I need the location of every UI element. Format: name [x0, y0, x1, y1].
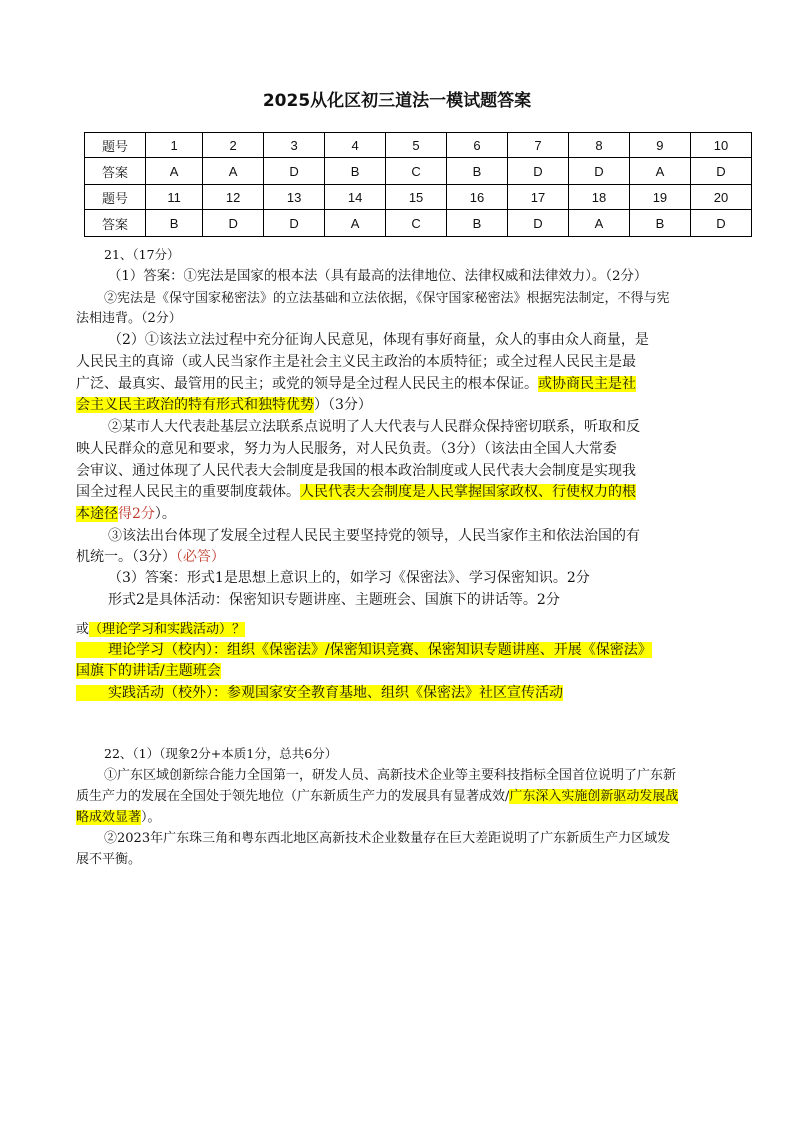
table-cell: B — [447, 158, 508, 185]
answer-line: 映人民群众的意见和要求，努力为人民服务，对人民负责。（3分）（该法由全国人大常委 — [76, 441, 617, 457]
answer-line — [76, 547, 225, 567]
table-header-cell: 题号 — [85, 133, 146, 158]
table-row — [85, 185, 752, 210]
table-cell: 3 — [264, 133, 325, 158]
highlighted-text: 或协商民主是社 — [538, 376, 636, 392]
answer-line: ②某市人大代表赴基层立法联系点说明了人大代表与人民群众保持密切联系，听取和反 — [108, 419, 640, 435]
answer-line: ③该法出台体现了发展全过程人民民主要坚持党的领导，人民当家作主和依法治国的有 — [108, 528, 640, 544]
table-cell: A — [568, 210, 629, 237]
table-cell: 14 — [325, 185, 386, 210]
table-cell: D — [690, 210, 751, 237]
table-cell: D — [264, 210, 325, 237]
q22-header: 22、（1）（现象2分+本质1分，总共6分） — [104, 746, 338, 761]
table-cell: A — [203, 158, 264, 185]
table-cell: 20 — [690, 185, 751, 210]
answer-line — [76, 504, 176, 524]
table-cell: 18 — [568, 185, 629, 210]
table-cell: 17 — [508, 185, 569, 210]
answer-line: ①广东区域创新综合能力全国第一，研发人员、高新技术企业等主要科技指标全国首位说明了广东新 — [104, 768, 677, 783]
line-text: 或 — [76, 622, 90, 637]
answer-line — [76, 640, 652, 660]
table-cell: D — [508, 210, 569, 237]
answer-line: （3）答案：形式1是思想上意识上的，如学习《保密法》、学习保密知识。2分 — [108, 570, 590, 586]
table-row — [85, 158, 752, 185]
table-row — [85, 133, 752, 158]
highlighted-text: 会主义民主政治的特有形式和独特优势 — [76, 397, 314, 413]
table-cell: 19 — [629, 185, 690, 210]
table-cell: 2 — [203, 133, 264, 158]
answer-line: （1）答案：①宪法是国家的根本法（具有最高的法律地位、法律权威和法律效力）。（2分） — [108, 269, 648, 284]
answer-line: 展不平衡。 — [76, 852, 142, 867]
highlighted-text: 广东深入实施创新驱动发展战 — [509, 789, 679, 804]
score-note: 得2分 — [118, 506, 155, 522]
table-cell: 15 — [386, 185, 447, 210]
line-text: 机统一。（3分） — [76, 549, 176, 565]
answer-line — [76, 683, 563, 703]
table-cell: 4 — [325, 133, 386, 158]
table-cell: 10 — [690, 133, 751, 158]
table-cell: 12 — [203, 185, 264, 210]
table-cell: 11 — [146, 185, 203, 210]
highlighted-text: 实践活动（校外）：参观国家安全教育基地、组织《保密法》社区宣传活动 — [76, 685, 563, 701]
table-cell: D — [568, 158, 629, 185]
line-text: ）。 — [141, 810, 161, 825]
table-cell: D — [690, 158, 751, 185]
table-cell: B — [629, 210, 690, 237]
table-cell: C — [386, 158, 447, 185]
table-cell: D — [203, 210, 264, 237]
line-text: 广泛、最真实、最管用的民主；或党的领导是全过程人民民主的根本保证。 — [76, 376, 538, 392]
table-cell: 6 — [447, 133, 508, 158]
table-cell: B — [325, 158, 386, 185]
table-cell: A — [325, 210, 386, 237]
required-note: （必答） — [175, 549, 225, 565]
table-cell: D — [508, 158, 569, 185]
table-header-cell: 答案 — [85, 210, 146, 237]
table-cell: D — [264, 158, 325, 185]
table-cell: A — [146, 158, 203, 185]
line-text: 质生产力的发展在全国处于领先地位（广东新质生产力的发展具有显著成效/ — [76, 789, 510, 804]
table-cell: 16 — [447, 185, 508, 210]
table-header-cell: 题号 — [85, 185, 146, 210]
highlighted-text: （理论学习和实践活动）？ — [89, 622, 246, 637]
q21-header: 21、（17分） — [104, 247, 180, 262]
highlighted-text: 本途径 — [76, 506, 118, 522]
answer-line — [76, 620, 245, 640]
line-text: ）。 — [154, 506, 176, 522]
table-cell: 9 — [629, 133, 690, 158]
answer-line: 人民民主的真谛（或人民当家作主是社会主义民主政治的本质特征；或全过程人民民主是最 — [76, 354, 636, 370]
answer-line — [76, 808, 161, 828]
answer-line — [76, 395, 372, 415]
highlighted-text: 略成效显著 — [76, 810, 142, 825]
table-cell: B — [447, 210, 508, 237]
highlighted-text: 国旗下的讲话/主题班会 — [76, 663, 221, 679]
table-cell: 5 — [386, 133, 447, 158]
line-text: ）（3分） — [314, 397, 372, 413]
answer-line: （2）①该法立法过程中充分征询人民意见，体现有事好商量，众人的事由众人商量，是 — [108, 332, 649, 348]
answer-line — [76, 787, 678, 807]
answer-line — [76, 482, 636, 502]
answer-line — [76, 374, 636, 394]
table-cell: B — [146, 210, 203, 237]
table-cell: 8 — [568, 133, 629, 158]
table-header-cell: 答案 — [85, 158, 146, 185]
table-cell: A — [629, 158, 690, 185]
answer-line: 会审议、通过体现了人民代表大会制度是我国的根本政治制度或人民代表大会制度是实现我 — [76, 463, 636, 479]
answer-line — [76, 661, 221, 681]
answer-line: ②2023年广东珠三角和粤东西北地区高新技术企业数量存在巨大差距说明了广东新质生产力区域发 — [104, 831, 671, 846]
table-cell: 7 — [508, 133, 569, 158]
answer-table — [84, 132, 752, 237]
highlighted-text: 理论学习（校内）：组织《保密法》/保密知识竞赛、保密知识专题讲座、开展《保密法》 — [76, 642, 652, 658]
line-text: 国全过程人民民主的重要制度载体。 — [76, 484, 300, 500]
highlighted-text: 人民代表大会制度是人民掌握国家政权、行使权力的根 — [300, 484, 636, 500]
table-cell: 13 — [264, 185, 325, 210]
answer-line: 形式2是具体活动：保密知识专题讲座、主题班会、国旗下的讲话等。2分 — [108, 592, 560, 608]
table-cell: C — [386, 210, 447, 237]
table-row — [85, 210, 752, 237]
page-title: 2025从化区初三道法一模试题答案 — [262, 91, 532, 111]
table-cell: 1 — [146, 133, 203, 158]
answer-line: ②宪法是《保守国家秘密法》的立法基础和立法依据，《保守国家秘密法》根据宪法制定，不得与宪 — [104, 291, 670, 306]
answer-line: 法相违背。（2分） — [76, 311, 182, 326]
